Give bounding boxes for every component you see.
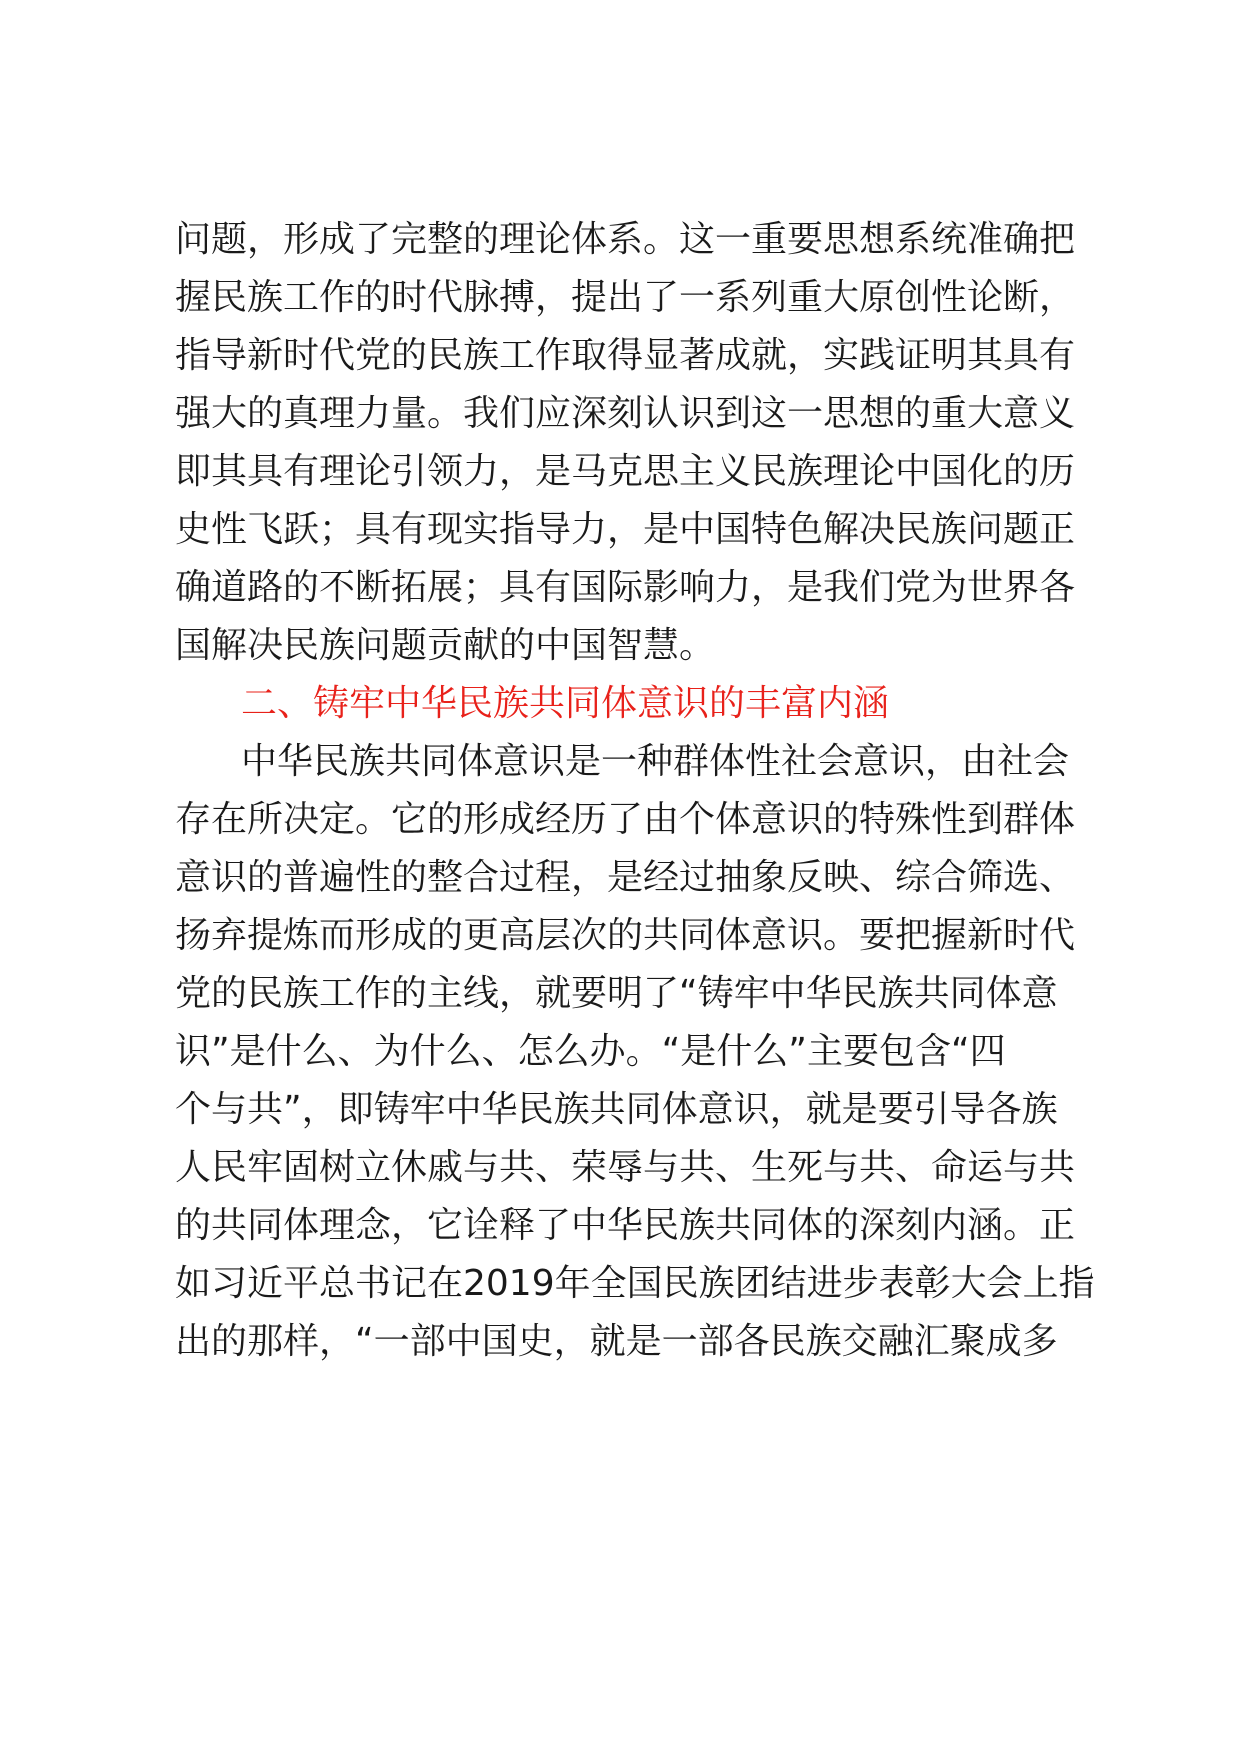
- body-line: 握民族工作的时代脉搏，提出了一系列重大原创性论断，: [175, 277, 1076, 318]
- body-line: 指导新时代党的民族工作取得显著成就，实践证明其具有: [175, 335, 1076, 376]
- body-line: 如习近平总书记在2019年全国民族团结进步表彰大会上指: [175, 1263, 1095, 1304]
- body-line: 个与共”，即铸牢中华民族共同体意识，就是要引导各族: [175, 1089, 1058, 1130]
- body-line: 即其具有理论引领力，是马克思主义民族理论中国化的历: [175, 451, 1076, 492]
- body-line: 史性飞跃；具有现实指导力，是中国特色解决民族问题正: [175, 509, 1076, 550]
- body-line: 问题，形成了完整的理论体系。这一重要思想系统准确把: [175, 219, 1076, 260]
- body-line: 扬弃提炼而形成的更高层次的共同体意识。要把握新时代: [175, 915, 1076, 956]
- body-line: 人民牢固树立休戚与共、荣辱与共、生死与共、命运与共: [175, 1147, 1076, 1188]
- body-line: 意识的普遍性的整合过程，是经过抽象反映、综合筛选、: [175, 857, 1076, 898]
- body-line: 的共同体理念，它诠释了中华民族共同体的深刻内涵。正: [175, 1205, 1076, 1246]
- body-line: 出的那样，“一部中国史，就是一部各民族交融汇聚成多: [175, 1321, 1058, 1362]
- body-line: 确道路的不断拓展；具有国际影响力，是我们党为世界各: [175, 567, 1076, 608]
- body-line: 强大的真理力量。我们应深刻认识到这一思想的重大意义: [175, 393, 1076, 434]
- body-line: 存在所决定。它的形成经历了由个体意识的特殊性到群体: [175, 799, 1076, 840]
- section-heading: 二、铸牢中华民族共同体意识的丰富内涵: [241, 683, 890, 724]
- body-line: 识”是什么、为什么、怎么办。“是什么”主要包含“四: [175, 1031, 1006, 1072]
- body-line: 中华民族共同体意识是一种群体性社会意识，由社会: [241, 741, 1070, 782]
- body-line: 国解决民族问题贡献的中国智慧。: [175, 625, 716, 666]
- body-line: 党的民族工作的主线，就要明了“铸牢中华民族共同体意: [175, 973, 1058, 1014]
